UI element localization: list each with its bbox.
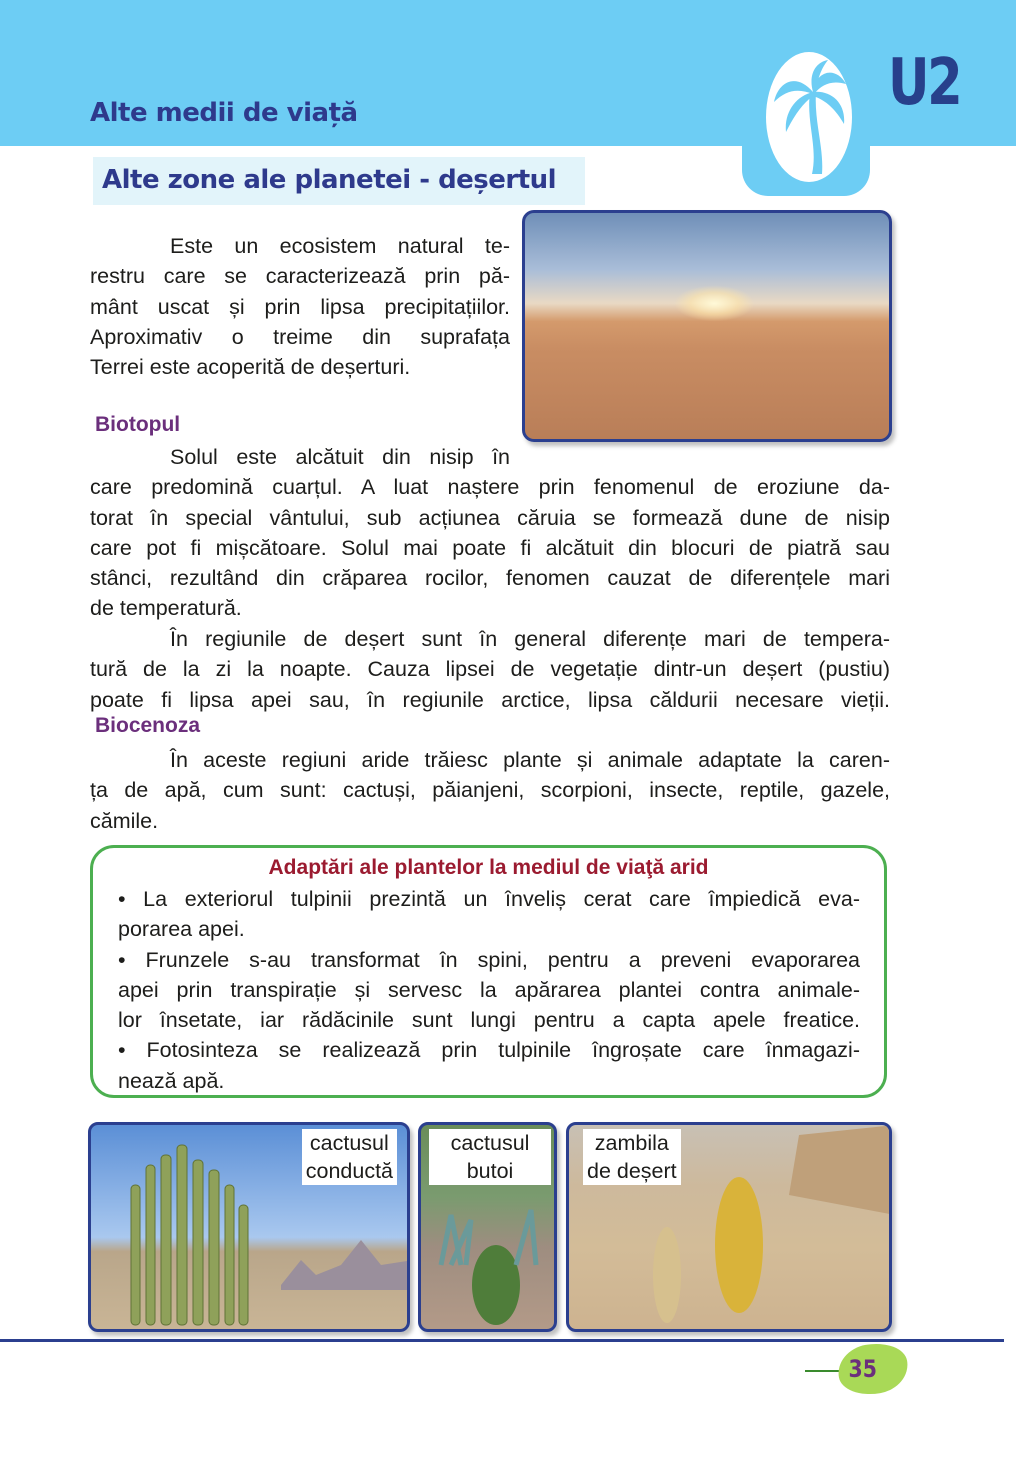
- text-line: lor însetate, iar rădăcinile sunt lungi pentru a capta apele freatice.: [118, 1008, 860, 1033]
- text-line: apei prin transpirație și servesc la apărarea plantei contra animale-: [118, 977, 860, 1002]
- text-line: Terrei este acoperită de deșerturi.: [90, 355, 411, 380]
- text-line: poate fi lipsa apei sau, în regiunile arctice, lipsa căldurii necesare vieții.: [90, 687, 890, 712]
- biotop-paragraph-2: [90, 624, 890, 715]
- text-line: • Frunzele s-au transformat în spini, pentru a preveni evaporarea: [118, 947, 860, 972]
- text-line: Aproximativ o treime din suprafața: [90, 324, 510, 349]
- text-line: În aceste regiuni aride trăiesc plante și animale adaptate la caren-: [170, 748, 890, 772]
- text-line: care pot fi mișcătoare. Solul mai poate fi alcătuit din blocuri de piatră sau: [90, 535, 890, 560]
- text-line: • Fotosinteza se realizează prin tulpinile îngroșate care înmagazi-: [118, 1038, 860, 1063]
- text-line: tură de la zi la noapte. Cauza lipsei de vegetație dintr-un deșert (pustiu): [90, 657, 890, 682]
- desert-hyacinth-photo: [566, 1122, 892, 1332]
- page-number: 35: [848, 1355, 877, 1383]
- adaptations-box: [90, 845, 887, 1098]
- text-line: care predomină cuarțul. A luat naștere prin fenomenul de eroziune da-: [90, 475, 890, 500]
- biocenoza-heading: Biocenoza: [95, 714, 201, 737]
- palm-tree-icon: [766, 52, 852, 182]
- text-line: stânci, rezultând din crăparea rocilor, fenomen cauzat de diferențele mari: [90, 566, 890, 591]
- unit-code: U2: [888, 46, 961, 120]
- text-line: ța de apă, cum sunt: cactuși, păianjeni, scorpioni, insecte, reptile, gazele,: [90, 778, 890, 803]
- photo-caption: cactusul conductă: [302, 1129, 397, 1185]
- text-line: nează apă.: [118, 1068, 225, 1093]
- photo-caption: cactusul butoi: [429, 1129, 551, 1185]
- text-line: de temperatură.: [90, 596, 242, 621]
- footer-rule: [0, 1339, 1004, 1342]
- adaptations-list: [118, 884, 860, 1096]
- chapter-title: Alte medii de viață: [90, 98, 358, 128]
- text-line: restru care se caracterizează prin pă-: [90, 264, 510, 289]
- desert-dunes-photo: [522, 210, 892, 442]
- organ-pipe-cactus-photo: [88, 1122, 410, 1332]
- text-line: porarea apei.: [118, 917, 245, 942]
- biotop-paragraph-1: [90, 442, 890, 624]
- text-line: • La exteriorul tulpinii prezintă un înveliș cerat care împiedică eva-: [118, 887, 860, 911]
- adaptations-title: Adaptări ale plantelor la mediul de viaţă arid: [268, 856, 709, 879]
- barrel-cactus-photo: [418, 1122, 557, 1332]
- text-line: torat în special vântului, sub acțiunea căruia se formează dune de nisip: [90, 505, 890, 530]
- section-title-box: [93, 157, 585, 205]
- text-line: cămile.: [90, 808, 159, 833]
- text-line: În regiunile de deșert sunt în general diferențe mari de tempera-: [170, 627, 890, 651]
- biotop-heading: Biotopul: [95, 413, 181, 436]
- text-line: Solul este alcătuit din nisip în: [170, 445, 510, 469]
- intro-paragraph: [90, 231, 510, 382]
- biocenoza-paragraph: [90, 745, 890, 836]
- text-line: mânt uscat și prin lipsa precipitațiilor.: [90, 294, 510, 319]
- text-line: Este un ecosistem natural te-: [170, 234, 510, 258]
- section-title: Alte zone ale planetei - deșertul: [102, 165, 557, 195]
- photo-caption: zambila de deșert: [583, 1129, 681, 1185]
